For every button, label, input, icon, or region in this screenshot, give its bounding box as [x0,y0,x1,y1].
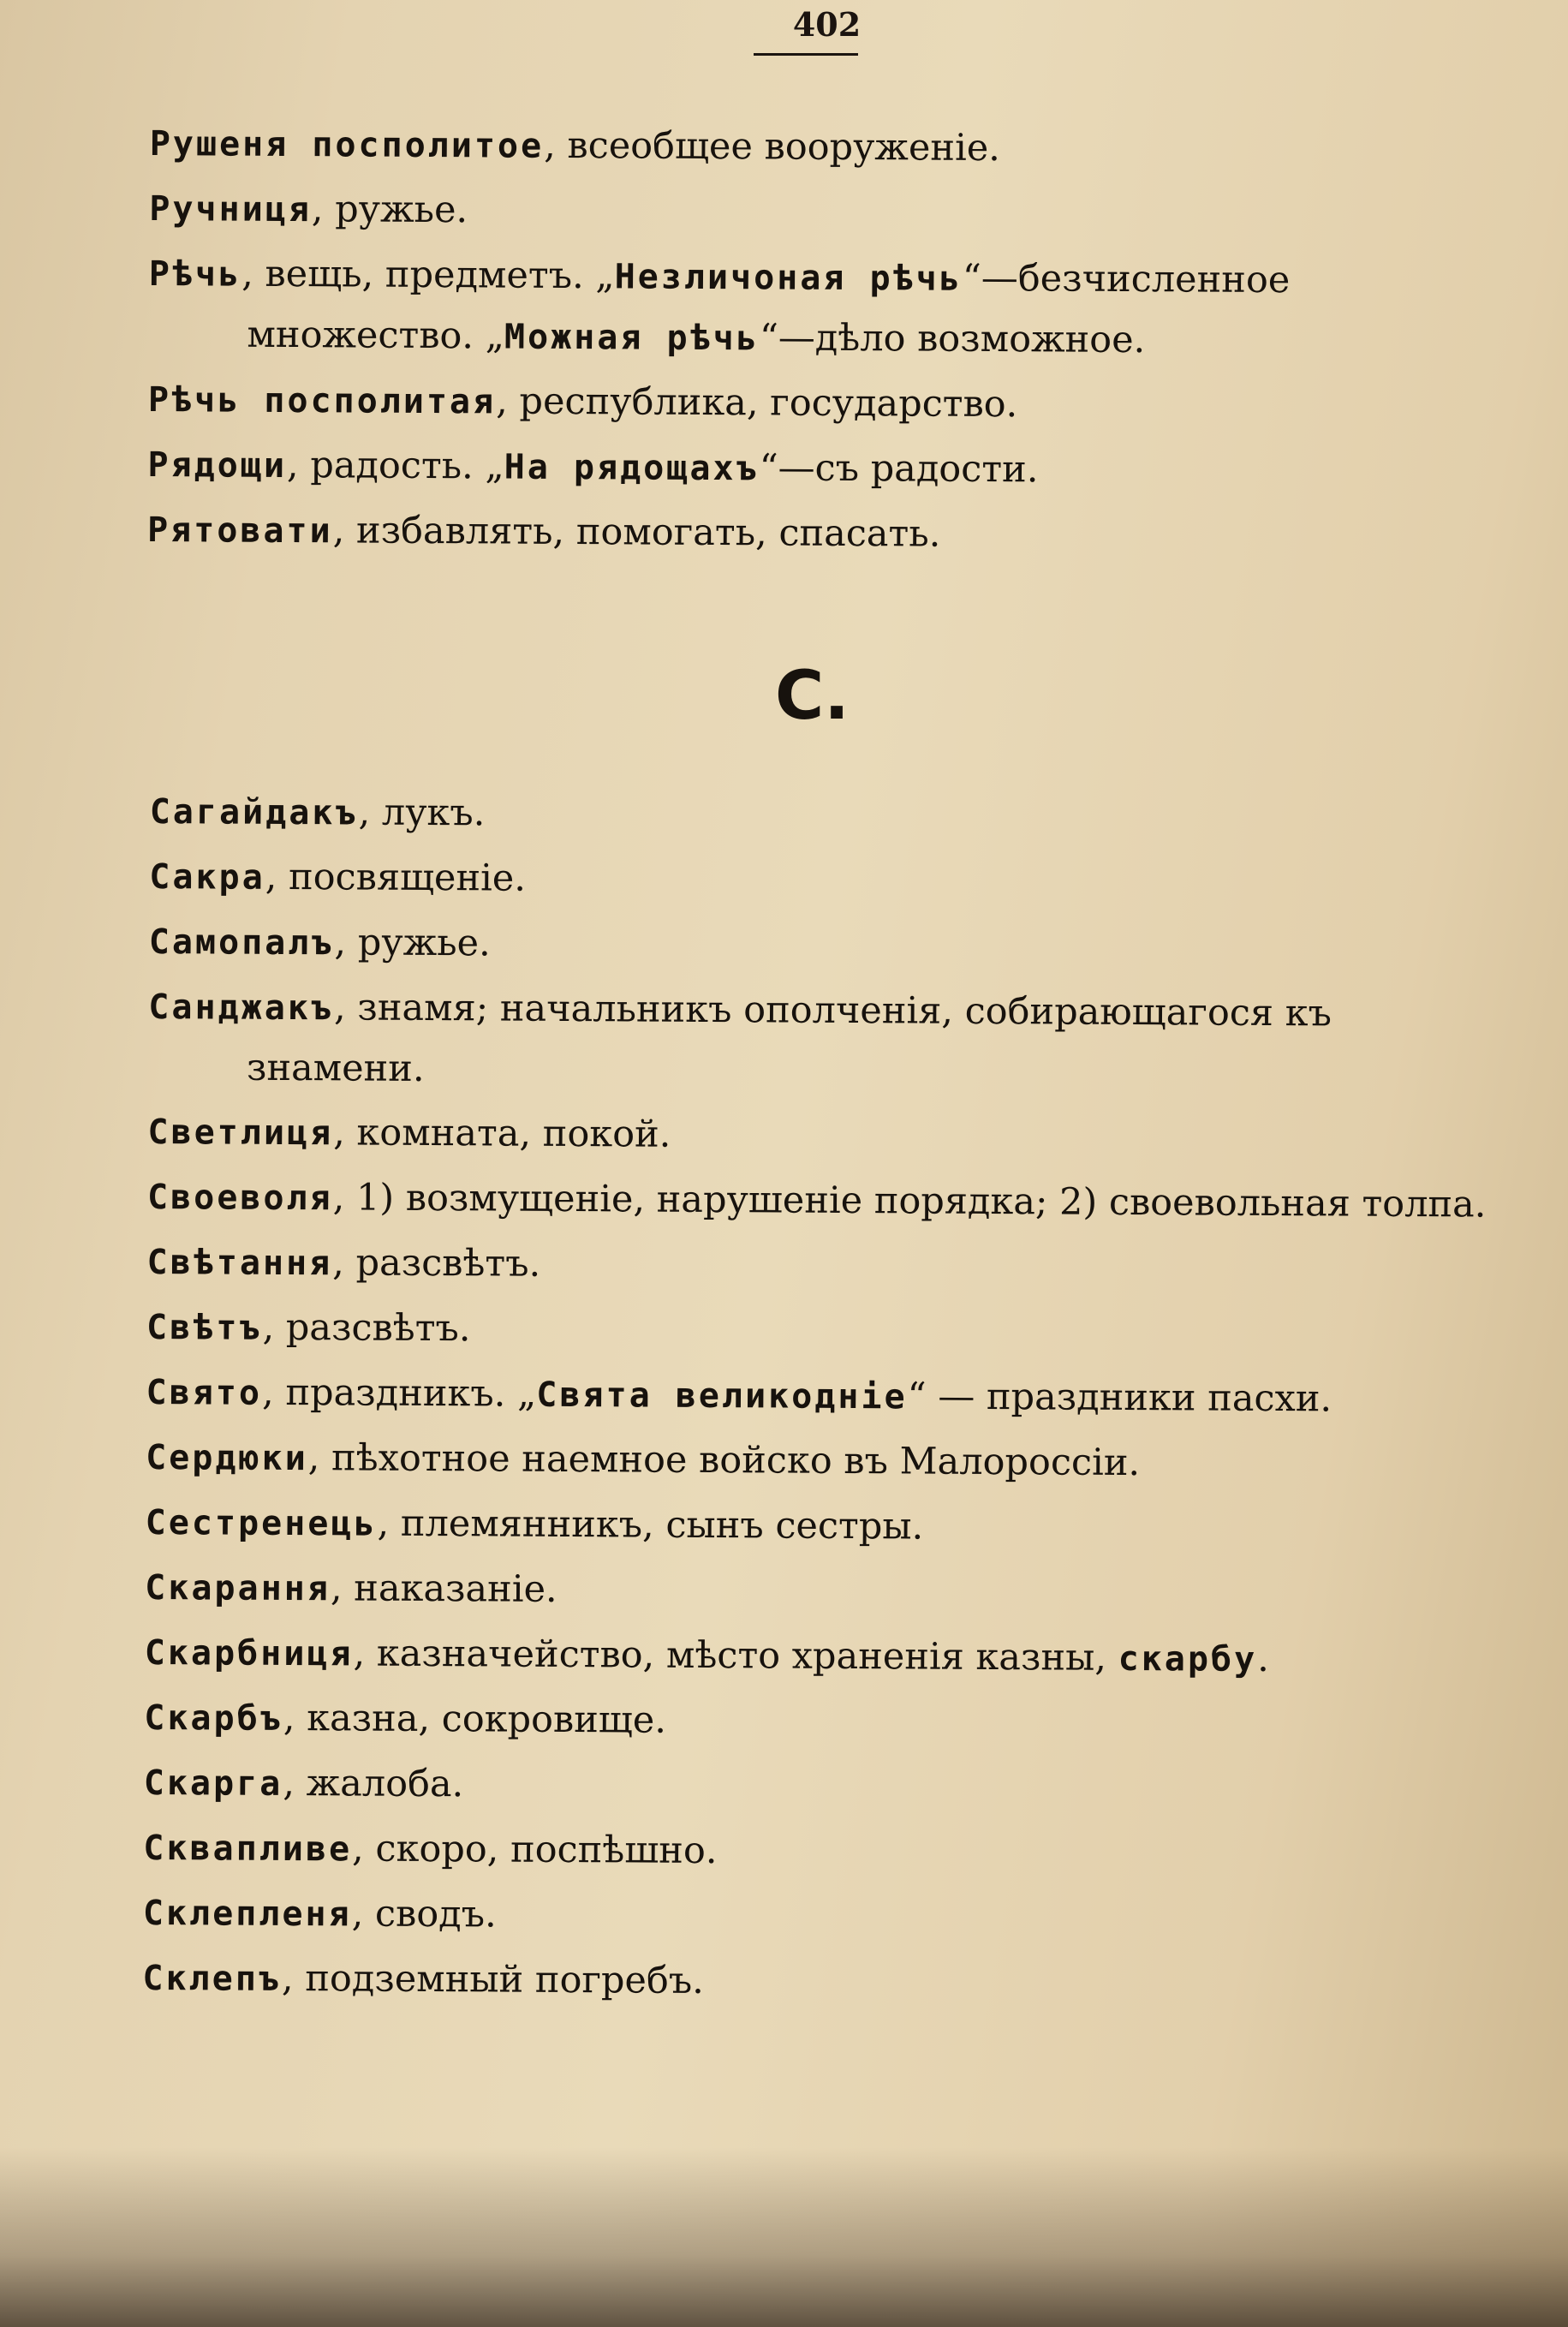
dictionary-entry [147,434,1513,504]
dictionary-entry [146,1427,1511,1496]
dictionary-entry [143,1817,1509,1887]
entry-headword: Своеволя [146,1177,333,1219]
entry-headword: Санджакъ [148,987,335,1029]
dictionary-entry [143,1882,1509,1952]
dictionary-entry [149,178,1515,248]
dictionary-entry [149,911,1515,981]
entry-definition: , всеобщее вооруженіе. [544,123,1001,170]
entry-definition: , жалоба. [283,1761,464,1806]
dictionary-entry [147,1166,1513,1236]
entry-quoted-phrase: скарбу [1118,1638,1258,1680]
entry-definition: , ружье. [311,188,468,232]
entry-definition: , 1) возмущеніе, нарушеніе порядка; 2) своевольная толпа. [332,1176,1487,1226]
dictionary-entry [149,846,1515,916]
entry-headword: Склепленя [142,1893,352,1935]
dictionary-entry [145,1557,1511,1626]
entry-quoted-phrase: Незличоная рѣчь [614,257,963,299]
entry-headword: Сестренець [145,1502,378,1544]
entry-definition: , посвященіе. [265,855,527,900]
entry-definition: , наказаніе. [330,1566,557,1611]
dictionary-entry [146,1232,1512,1301]
entry-headword: Рѣчь посполитая [147,379,497,422]
entry-definition: , республика, государство. [496,379,1018,427]
dictionary-entry [148,976,1515,1106]
dictionary-entry [145,1492,1511,1561]
entry-definition: , комната, покой. [333,1111,671,1156]
entry-headword: Ручниця [149,188,313,230]
entry-definition: , лукъ. [358,791,486,835]
dictionary-entry [144,1687,1510,1757]
entry-definition: , пѣхотное наемное войско въ Малороссіи. [307,1436,1141,1485]
entry-headword: Сквапливе [143,1828,353,1870]
entry-headword: Скарбъ [144,1698,283,1739]
entry-definition: , знамя; начальникъ ополченія, собирающагося къ знамени. [246,986,1333,1090]
entry-headword: Светлиця [147,1112,334,1154]
entry-headword: Скарга [143,1763,283,1804]
dictionary-entry [147,499,1513,569]
entry-headword: Самопалъ [148,922,335,964]
entry-definition-continued: “—дѣло возможное. [759,316,1146,362]
entry-definition: , избавлять, помогать, спасать. [332,509,941,556]
entry-headword: Сердюки [146,1437,308,1479]
dictionary-entry [146,1362,1511,1431]
entry-quoted-phrase: Свята великодніе [536,1375,908,1417]
entry-definition: , подземный погребъ. [281,1956,704,2002]
entry-definition: , праздникъ. „ [261,1370,537,1416]
entry-definition-continued: . [1257,1637,1269,1681]
entry-definition: , казна, сокровище. [283,1696,667,1742]
entry-definition: , скоро, поспѣшно. [351,1827,718,1873]
dictionary-entry [150,781,1516,850]
entry-definition: , сводъ. [351,1892,497,1936]
entry-headword: Рятовати [146,510,333,552]
entry-definition: , ружье. [334,921,491,965]
dictionary-entry [142,1948,1508,2017]
dictionary-entries-r [147,113,1516,573]
dictionary-entry [146,1297,1512,1366]
page-number: 402 [792,5,862,44]
dictionary-entry [150,113,1516,182]
entry-headword: Свѣтання [146,1242,333,1284]
entry-definition: , вещь, предметъ. „ [241,252,615,298]
entry-headword: Свѣтъ [146,1307,263,1348]
entry-headword: Рядощи [147,445,288,486]
entry-headword: Сагайдакъ [149,791,359,833]
entry-definition: , радость. „ [286,443,504,488]
entry-quoted-phrase: На рядощахъ [504,447,760,489]
dictionary-entry [144,1752,1510,1822]
entry-definition: , разсвѣтъ. [262,1305,471,1351]
entry-definition-continued: “—съ радости. [759,446,1039,492]
entry-definition: , разсвѣтъ. [332,1241,541,1286]
entry-headword: Сакра [149,856,265,898]
entry-headword: Скарання [145,1567,331,1609]
entry-definition-continued: “—безчисленное множество. „ [247,256,1291,358]
dictionary-entries-s [142,781,1516,2021]
entry-quoted-phrase: Можная рѣчь [504,317,760,359]
section-letter-heading: С. [775,658,850,735]
page-number-rule [754,53,858,56]
dictionary-entry [148,243,1515,373]
dictionary-entry [148,369,1514,439]
entry-headword: Рушеня посполитое [149,123,545,166]
entry-headword: Скарбниця [144,1632,354,1674]
entry-definition-continued: “ — праздники пасхи. [907,1375,1333,1421]
entry-definition: , казначейство, мѣсто храненія казны, [353,1632,1118,1680]
dictionary-entry [145,1622,1511,1692]
entry-definition: , племянникъ, сынъ сестры. [377,1501,924,1548]
entry-headword: Склепъ [142,1958,283,1999]
dictionary-entry [147,1101,1513,1171]
entry-headword: Рѣчь [148,254,242,295]
entry-headword: Свято [146,1372,263,1413]
